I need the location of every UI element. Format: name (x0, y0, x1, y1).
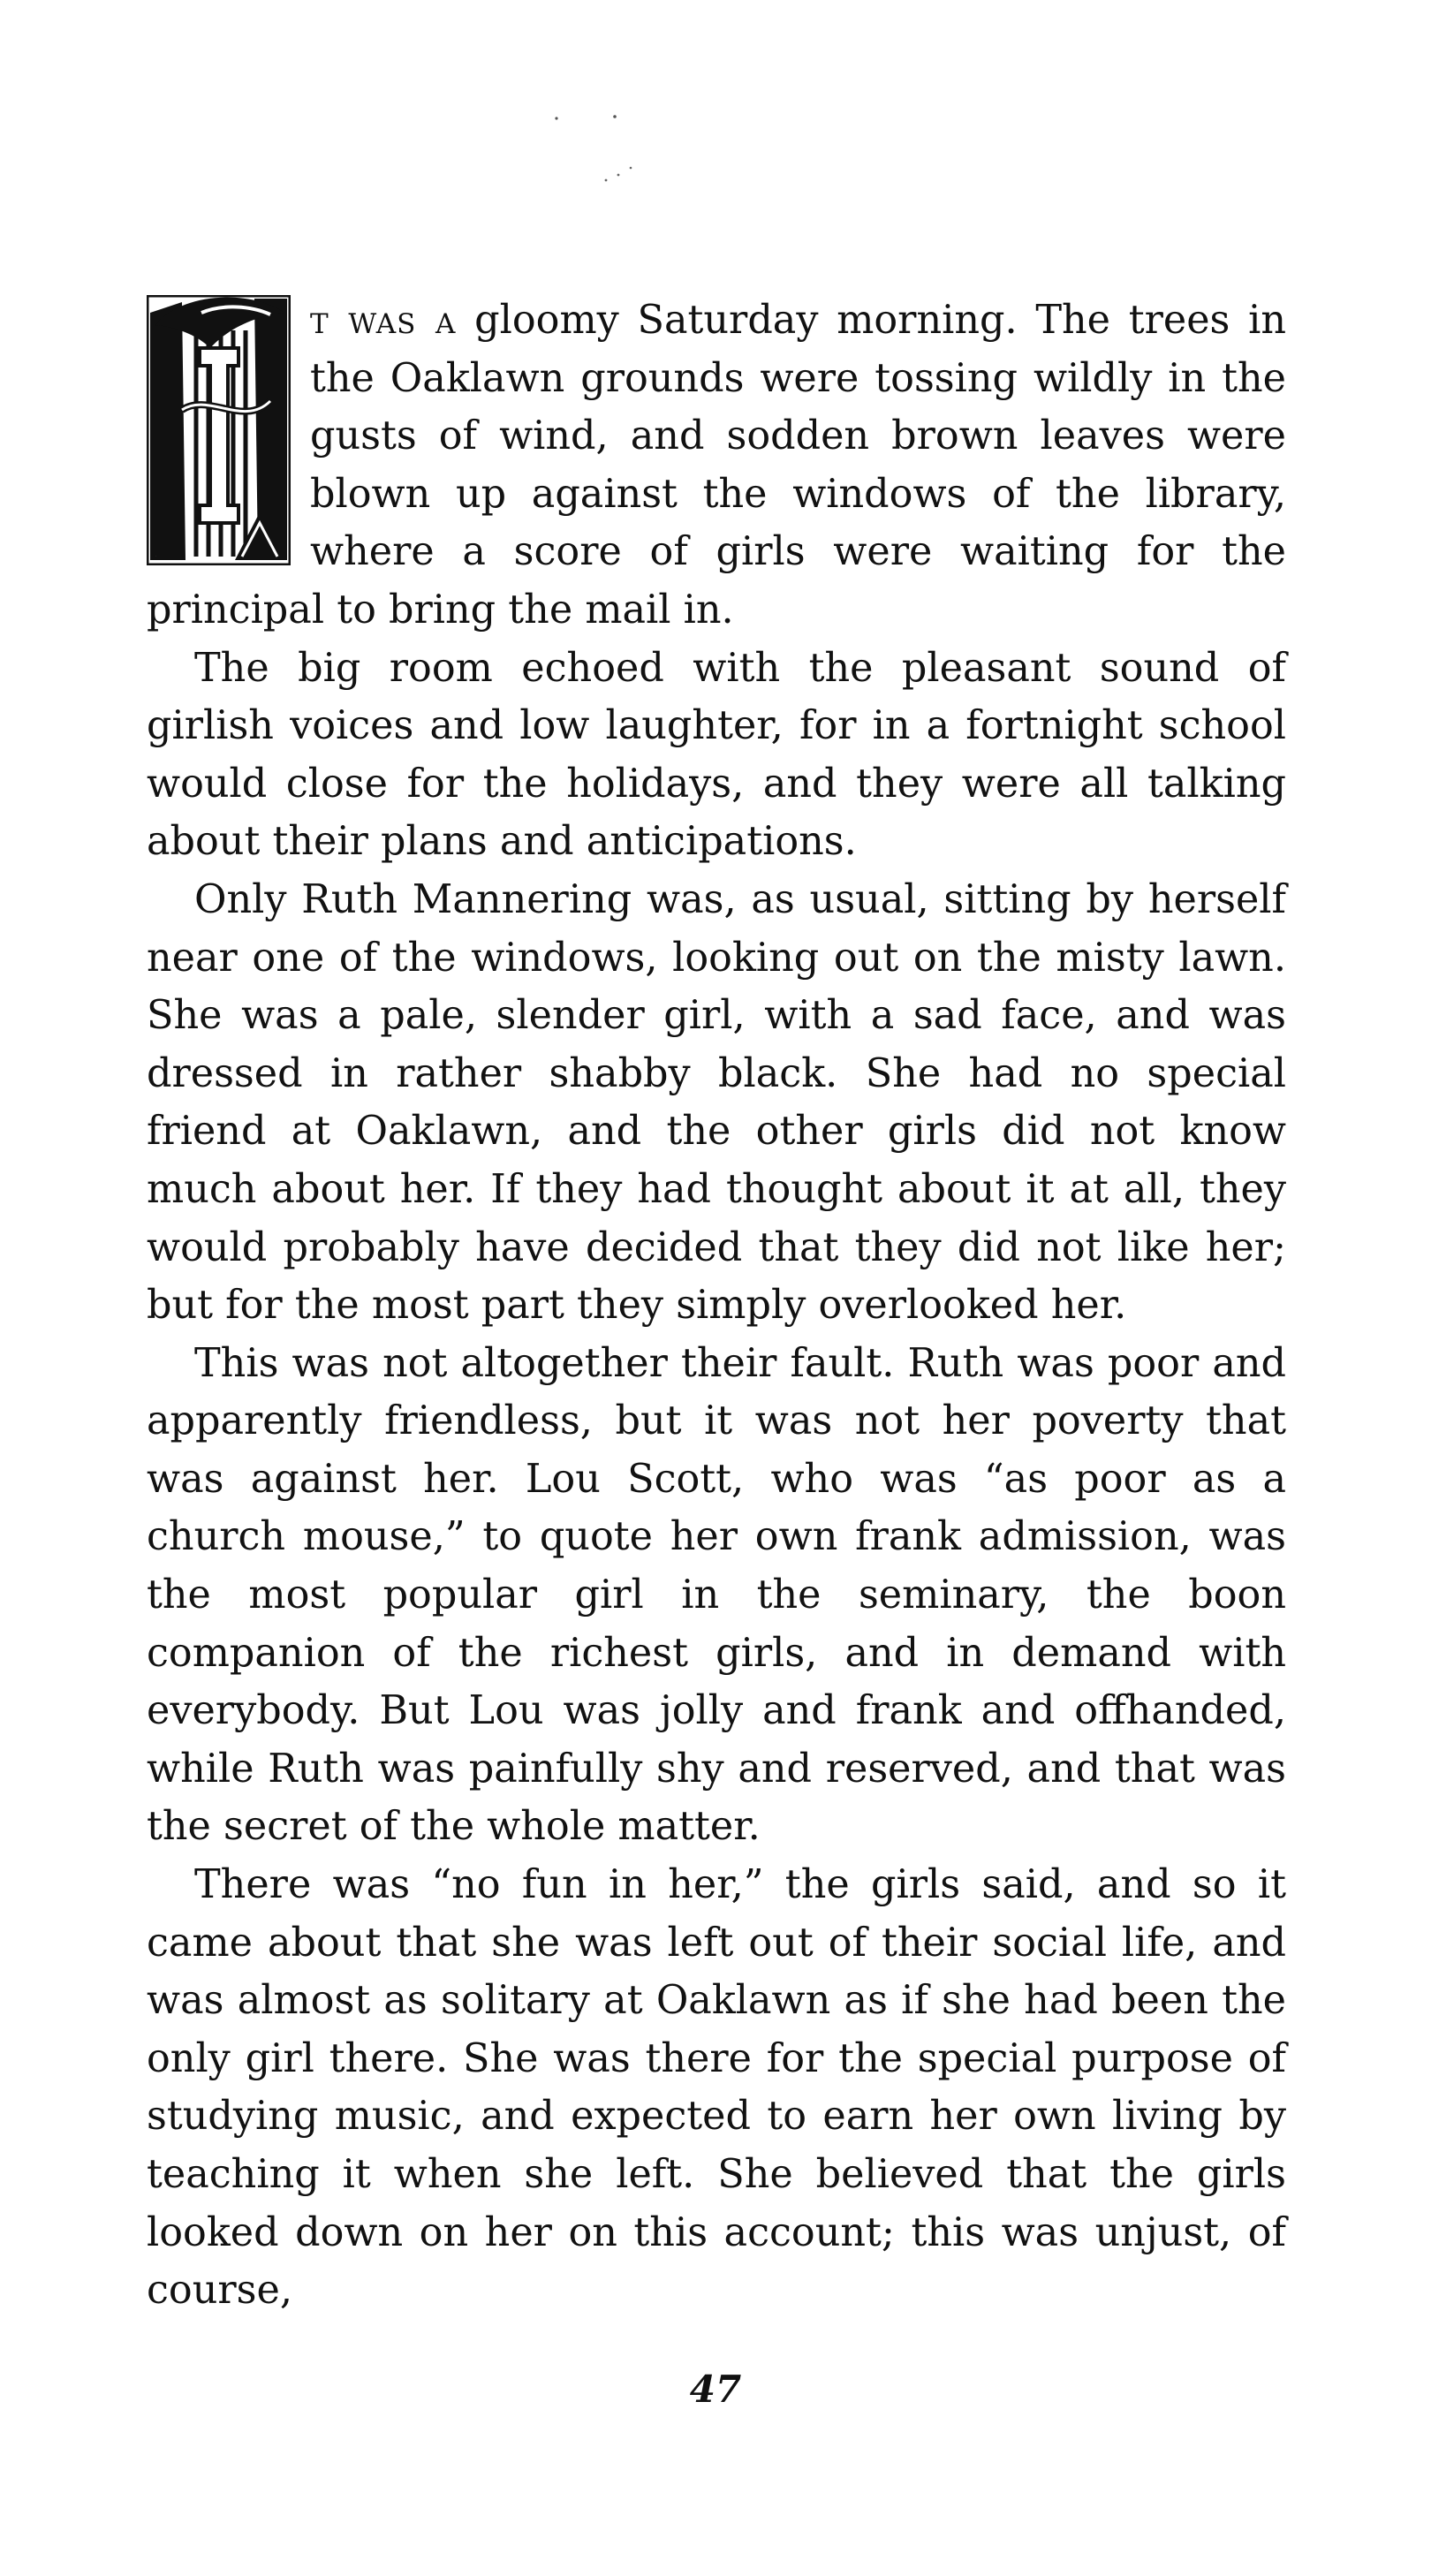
paragraph-2: The big room echoed with the pleasant sound of girlish voices and low laughter, for in a fortnight school would close for the holidays, and they were all talking about their plans and anticipations. (147, 645, 1286, 865)
lead-in-small-caps: t was a (310, 298, 457, 343)
paper-specks (530, 106, 671, 186)
opening-paragraph (147, 292, 1286, 640)
paragraph-3: Only Ruth Mannering was, as usual, sitting by herself near one of the windows, looking out on the misty lawn. She was a pale, slender girl, with a sad face, and was dressed in rather shabby black. She had no special friend at Oaklawn, and the other girls did not know much about her. If they had thought about it at all, they would probably have decided that they did not like her; but for the most part they simply overlooked her. (147, 876, 1286, 1329)
decorative-initial-i (147, 295, 291, 565)
page-number: 47 (689, 2368, 742, 2411)
body-text (147, 292, 1286, 2320)
paragraph-4: This was not altogether their fault. Ruth was poor and apparently friendless, but it was not her poverty that was against her. Lou Scott, who was “as poor as a church mouse,” to quote her own frank admission, was the most popular girl in the seminary, the boon companion of the richest girls, and in demand with everybody. But Lou was jolly and frank and offhanded, while Ruth was painfully shy and reserved, and that was the secret of the whole matter. (147, 1340, 1286, 1850)
opening-paragraph-text: gloomy Saturday morning. The trees in the Oaklawn grounds were tossing wildly in the gusts of wind, and sodden brown leaves were blown up against the windows of the library, where a score of girls were waiting for the principal to bring the mail in. (147, 298, 1286, 633)
illuminated-initial-graphic (147, 295, 291, 565)
paragraph-5: There was “no fun in her,” the girls said, and so it came about that she was left out of their social life, and was almost as solitary at Oaklawn as if she had been the only girl there. She was there for the special purpose of studying music, and expected to earn her own living by teaching it when she left. She believed that the girls looked down on her on this account; this was unjust, of course, (147, 1862, 1286, 2314)
